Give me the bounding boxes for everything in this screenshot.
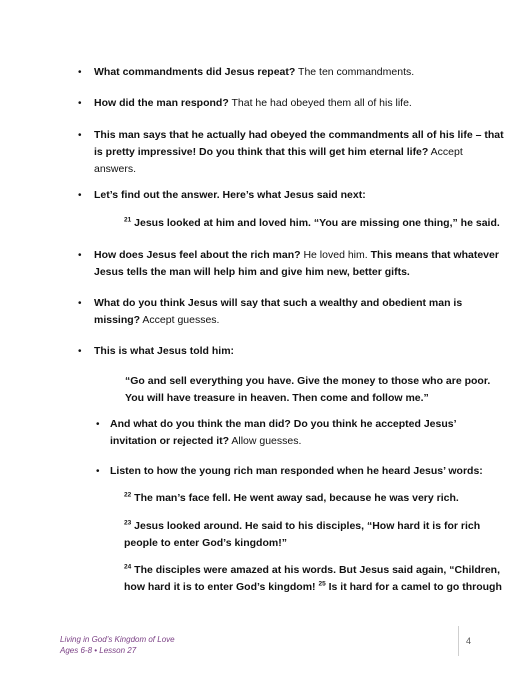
verse-text: Jesus looked at him and loved him. “You are missing one thing,” he said. [131, 217, 500, 229]
bullet-marker: • [78, 67, 82, 78]
verse-text: Is it hard for a camel to go through [325, 581, 502, 593]
answer-text: The ten commandments. [295, 66, 415, 78]
footer-subtitle: Ages 6-8 • Lesson 27 [60, 646, 137, 655]
scripture-verse [124, 215, 500, 232]
bullet-marker: • [96, 419, 100, 430]
bullet-marker: • [78, 250, 82, 261]
answer-text: That he had obeyed them all of his life. [228, 97, 412, 109]
bullet-marker: • [78, 298, 82, 309]
bullet-marker: • [78, 346, 82, 357]
answer-text: answers. [94, 163, 137, 175]
answer-text: Accept [428, 146, 463, 158]
verse-text: Jesus looked around. He said to his disciples, “How hard it is for rich [131, 520, 481, 532]
question-text: And what do you think the man did? Do you think he accepted Jesus’ [110, 418, 457, 430]
page-number: 4 [466, 636, 472, 646]
answer-text: Accept guesses. [140, 314, 220, 326]
answer-text: Allow guesses. [229, 435, 302, 447]
scripture-quote [125, 373, 490, 407]
question-text: is pretty impressive! Do you think that this will get him eternal life? [94, 146, 429, 158]
footer-title: Living in God’s Kingdom of Love [60, 635, 175, 644]
question-text: This means that whatever [370, 249, 499, 261]
question-item [94, 187, 366, 204]
question-text: Listen to how the young rich man responded when he heard Jesus’ words: [110, 465, 483, 477]
bullet-marker: • [78, 190, 82, 201]
bullet-marker: • [96, 466, 100, 477]
verse-text: people to enter God’s kingdom!” [124, 537, 287, 549]
verse-number: 24 [124, 563, 132, 571]
question-text: What commandments did Jesus repeat? [94, 66, 296, 78]
question-text: How did the man respond? [94, 97, 229, 109]
question-text: invitation or rejected it? [110, 435, 230, 447]
question-item [94, 295, 462, 329]
footer-divider [458, 626, 459, 656]
bullet-marker: • [78, 130, 82, 141]
verse-number: 22 [124, 491, 132, 499]
verse-number: 23 [124, 519, 132, 527]
question-text: This is what Jesus told him: [94, 345, 235, 357]
question-text: Jesus tells the man will help him and give him new, better gifts. [94, 266, 410, 278]
question-text: How does Jesus feel about the rich man? [94, 249, 301, 261]
scripture-verse [124, 490, 459, 507]
bullet-marker: • [78, 98, 82, 109]
quote-line: You will have treasure in heaven. Then come and follow me.” [125, 392, 429, 404]
question-item [94, 343, 234, 360]
question-item [110, 463, 483, 480]
verse-text: how hard it is to enter God’s kingdom! [124, 581, 319, 593]
question-text: missing? [94, 314, 141, 326]
verse-number: 25 [318, 580, 326, 588]
verse-number: 21 [124, 216, 132, 224]
verse-text: The disciples were amazed at his words. But Jesus said again, “Children, [131, 564, 501, 576]
question-text: This man says that he actually had obeyed the commandments all of his life – that [94, 129, 504, 141]
question-item [110, 416, 457, 450]
question-text: Let’s find out the answer. Here’s what Jesus said next: [94, 189, 366, 201]
quote-line: “Go and sell everything you have. Give the money to those who are poor. [125, 375, 491, 387]
question-item [94, 64, 414, 81]
question-item [94, 95, 412, 112]
question-item [94, 127, 504, 178]
verse-text: The man’s face fell. He went away sad, because he was very rich. [131, 492, 459, 504]
answer-text: He loved him. [300, 249, 371, 261]
scripture-verse [124, 518, 480, 552]
question-item [94, 247, 499, 281]
question-text: What do you think Jesus will say that such a wealthy and obedient man is [94, 297, 463, 309]
scripture-verse [124, 562, 502, 596]
